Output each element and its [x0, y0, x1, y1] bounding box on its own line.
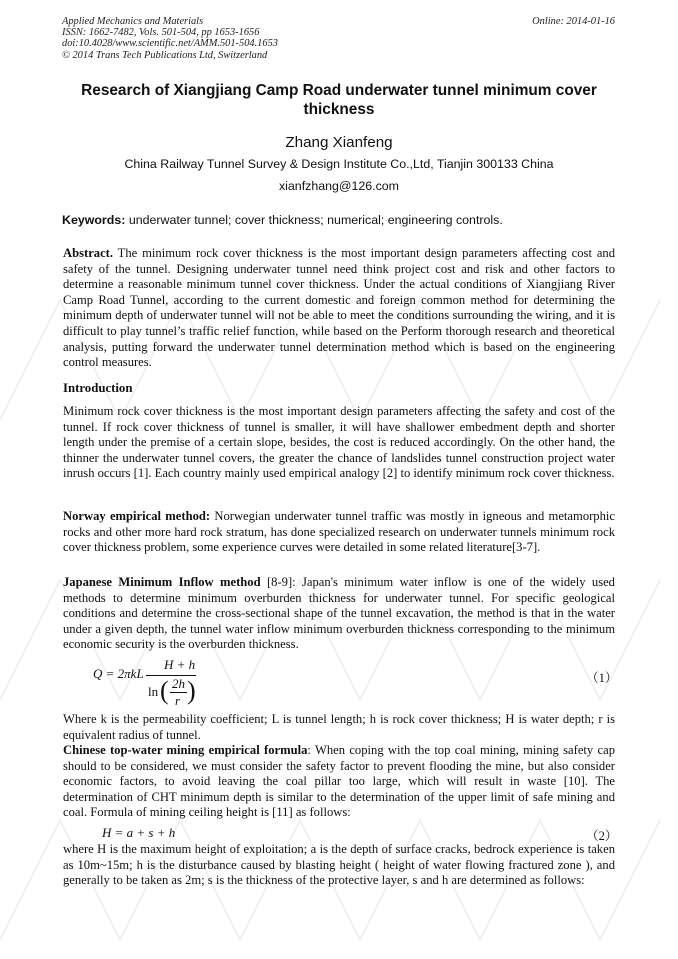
eq1-right-paren: ): [187, 676, 196, 705]
intro-paragraph: Minimum rock cover thickness is the most important design parameters affecting the safety and cost of the tunnel. If rock cover thickness of tunnel is smaller, it will have shallower embedment depth and shorter length under the premise of a certain slope, besides, the cost is reduced accordingly. On the other hand, the thinner the underwater tunnel covers, the greater the chance of landslides tunnel construction project water inrush occurs [1]. Each country mainly used empirical analogy [2] to identify minimum rock cover thickness.: [63, 404, 615, 481]
doi-line: doi:10.4028/www.scientific.net/AMM.501-504.1653: [62, 38, 278, 50]
eq1-number: （1）: [586, 671, 618, 685]
norway-label: Norway empirical method:: [63, 509, 211, 523]
where1-paragraph: Where k is the permeability coefficient; L is tunnel length; h is rock cover thickness; H is water depth; r is equivalent radius of tunnel.: [63, 712, 615, 742]
author-name: Zhang Xianfeng: [285, 134, 393, 151]
china-text: : When coping with the top coal mining, mining safety cap should to be considered, we must consider the safety factor to prevent flooding the mine, but also consider economic factors, to avoid leaving the coal pillar too large, which will result in waste [10]. The determination of CHT minimum depth is similar to the determination of the upper limit of safe mining and coal. Formula of mining ceiling height is [11] as follows:: [63, 743, 615, 820]
author-email: xianfzhang@126.com: [278, 179, 400, 193]
affiliation: China Railway Tunnel Survey & Design Institute Co.,Ltd, Tianjin 300133 China: [124, 157, 554, 171]
eq1-left-paren: (: [160, 676, 169, 705]
china-label: Chinese top-water mining empirical formula: [63, 743, 308, 757]
introduction-heading: Introduction: [63, 381, 133, 395]
eq1-numerator: H + h: [164, 657, 196, 672]
abstract-paragraph: [63, 246, 615, 371]
japan-paragraph: [63, 575, 615, 653]
norway-text: Norwegian underwater tunnel traffic was mostly in igneous and metamorphic rocks and other more hard rock stratum, has done specialized research on underwater tunnels minimum rock cover thickness problem, some experience curves were detailed in some related literature[3-7].: [63, 509, 615, 555]
eq1-lhs: Q = 2πkL: [93, 666, 144, 681]
journal-name: Applied Mechanics and Materials: [62, 16, 204, 27]
norway-paragraph: [63, 509, 615, 556]
paper-title: Research of Xiangjiang Camp Road underwater tunnel minimum cover thickness: [81, 82, 597, 118]
keywords-text: underwater tunnel; cover thickness; numerical; engineering controls.: [128, 213, 503, 227]
online-date: Online: 2014-01-16: [532, 16, 615, 27]
abstract-text: The minimum rock cover thickness is the most important design parameters affecting cost and safety of the tunnel. Designing underwater tunnel need think project cost and risk and other factors to determine a reasonable minimum tunnel cover thickness. Under the actual conditions of Xiangjiang River Camp Road Tunnel, according to the current domestic and foreign common method for determining the minimum depth of underwater tunnel will not be able to meet the conditions surrounding the wiring, and it is difficult to play tunnel’s traffic relief function, while based on the Perform thorough research and theoretical analysis, putting forward the underwater tunnel determination method which is based on the engineering control measures.: [63, 246, 615, 370]
keywords-line: [62, 213, 616, 227]
china-paragraph: [63, 743, 615, 821]
journal-meta: [62, 16, 278, 61]
copyright-line: © 2014 Trans Tech Publications Ltd, Switzerland: [62, 49, 268, 61]
abstract-label: Abstract.: [63, 246, 114, 260]
eq1-inner-numerator: 2h: [172, 676, 185, 691]
where2-paragraph: where H is the maximum height of exploitation; a is the depth of surface cracks, bedrock experience is taken as 10m~15m; h is the disturbance caused by blasting height ( height of water flowing fractured zone ), and generally to be taken as 2m; s is the thickness of the protective layer, s and h are determined as follows:: [63, 842, 615, 888]
japan-label: Japanese Minimum Inflow method: [63, 575, 261, 589]
eq1-ln: ln: [148, 684, 159, 699]
eq2-formula: H = a + s + h: [102, 825, 176, 840]
japan-text: [8-9]: Japan's minimum water inflow is one of the widely used methods to determine minimum overburden thickness for underwater tunnel. For specific geological conditions and determine the cross-sectional shape of the tunnel excavation, the method is that in the water under a given depth, the tunnel water inflow minimum overburden thickness corresponding to the minimum economic security is the overburden thickness.: [63, 575, 615, 652]
keywords-label: Keywords:: [62, 213, 126, 227]
eq2-number: （2）: [586, 829, 618, 843]
eq1-inner-denominator: r: [175, 693, 181, 708]
issn-line: ISSN: 1662-7482, Vols. 501-504, pp 1653-1656: [62, 27, 260, 39]
